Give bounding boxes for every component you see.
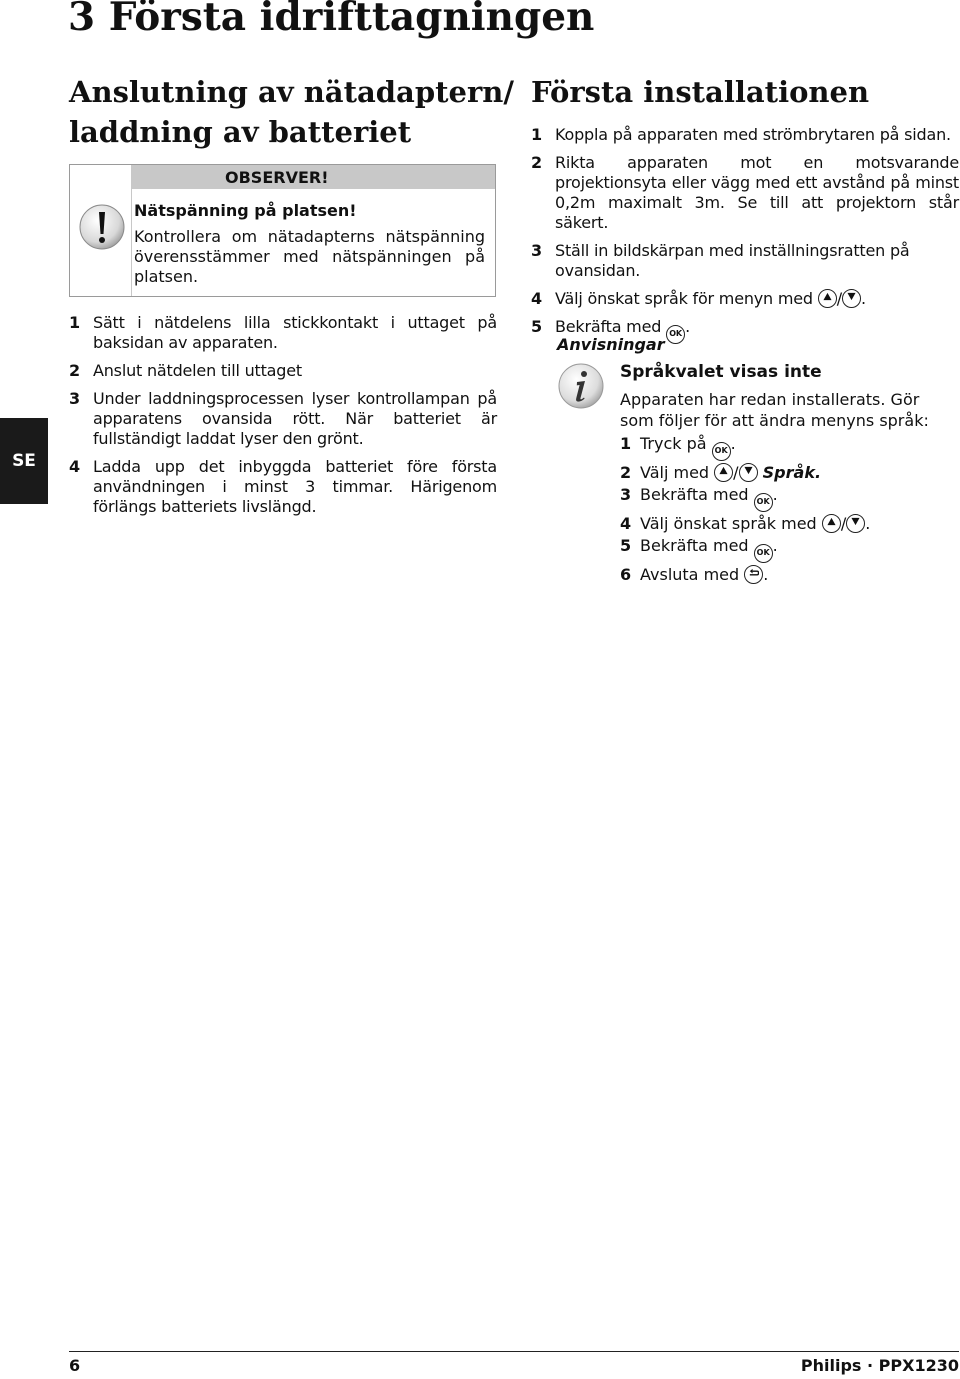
step-text: Ställ in bildskärpan med inställningsratten på ovansidan. [555,241,910,280]
step-number: 2 [531,153,542,172]
up-arrow-button-icon [822,514,841,533]
ok-button-icon: OK [712,442,731,461]
footer-divider [69,1351,959,1352]
warning-content [134,201,485,287]
section-heading-line2: laddning av batteriet [69,115,412,149]
list-item [531,289,959,309]
step-number: 4 [531,289,542,308]
chapter-title: 3 Första idrifttagningen [68,0,595,40]
warning-icon-column [70,165,132,296]
step-number: 4 [620,514,632,533]
step-text: Bekräfta med [640,485,749,504]
down-arrow-button-icon [739,463,758,482]
list-item [620,513,950,534]
slash-separator: / [733,463,739,482]
step-suffix: . [763,565,769,584]
step-number: 2 [69,361,80,380]
section-heading-line1: Anslutning av nätadaptern/ [69,75,514,109]
step-number: 4 [69,457,80,476]
list-item [531,241,959,281]
up-arrow-button-icon [818,289,837,308]
section-heading-adapter [69,72,514,152]
step-suffix: . [772,485,778,504]
step-text: Bekräfta med [640,536,749,555]
step-text: Välj med [640,463,710,482]
back-button-icon [744,565,763,584]
language-tab [0,418,48,504]
step-text: Sätt i nätdelens lilla stickkontakt i uttaget på baksidan av apparaten. [93,313,497,352]
list-item [69,361,497,381]
note-title: Språkvalet visas inte [620,362,822,382]
note-body: Apparaten har redan installerats. Gör som följer för att ändra menyns språk: [620,390,929,430]
step-number: 3 [531,241,542,260]
step-text: Avsluta med [640,565,740,584]
step-text: Under laddningsprocessen lyser kontrollampan på apparatens ovansida rött. När batteriet är fullständigt laddat lyser den grönt. [93,389,497,448]
warning-title: Nätspänning på platsen! [134,201,357,220]
list-item [620,433,950,461]
step-text: Anslut nätdelen till uttaget [93,361,302,380]
adapter-steps-list [69,313,497,525]
down-arrow-button-icon [846,514,865,533]
step-text: Välj önskat språk för menyn med [555,289,813,308]
installation-steps-list [531,125,959,352]
up-arrow-button-icon [714,463,733,482]
down-arrow-button-icon [842,289,861,308]
step-suffix: . [730,434,736,453]
step-text: Välj önskat språk med [640,514,817,533]
step-text: Bekräfta med [555,317,662,336]
step-text: Ladda upp det inbyggda batteriet före första användningen i minst 3 timmar. Härigenom förlängs batteriets livslängd. [93,457,497,516]
step-text: Rikta apparaten mot en motsvarande projektionsyta eller vägg med ett avstånd på minst 0,2m maximalt 3m. Se till att projektorn står säkert. [555,153,959,232]
step-suffix: . [865,514,871,533]
language-tab-label: SE [12,451,36,471]
notes-heading: Anvisningar [557,335,665,354]
slash-separator: / [836,289,842,308]
warning-header: OBSERVER! [132,165,495,189]
ok-button-icon: OK [754,493,773,512]
list-item [69,457,497,517]
step-suffix: . [772,536,778,555]
step-text: Koppla på apparaten med strömbrytaren på sidan. [555,125,951,144]
language-change-steps-list [620,433,950,586]
menu-item-name: Språk. [762,463,822,482]
step-number: 1 [531,125,542,144]
list-item [620,564,950,585]
list-item [620,535,950,563]
list-item [531,153,959,233]
step-number: 1 [69,313,80,332]
step-number: 3 [69,389,80,408]
step-text: Tryck på [640,434,707,453]
slash-separator: / [840,514,847,533]
footer-product-name: Philips · PPX1230 [800,1356,959,1375]
list-item [69,313,497,353]
step-suffix: . [685,317,690,336]
info-icon [557,362,605,410]
step-number: 1 [620,434,632,453]
ok-button-icon: OK [666,325,685,344]
warning-text: Kontrollera om nätadapterns nätspänning överensstämmer med nätspänningen på platsen. [134,227,485,286]
step-number: 2 [620,463,632,482]
step-number: 5 [620,536,632,555]
ok-button-icon: OK [754,544,773,563]
step-suffix: . [860,289,866,308]
warning-exclamation-icon [78,203,126,251]
section-heading-installation: Första installationen [531,75,870,109]
page-number: 6 [69,1356,81,1375]
list-item [69,389,497,449]
list-item [531,125,959,145]
step-number: 3 [620,485,632,504]
list-item [620,462,950,483]
step-number: 5 [531,317,542,336]
step-number: 6 [620,565,632,584]
list-item [620,484,950,512]
warning-box [69,164,496,297]
